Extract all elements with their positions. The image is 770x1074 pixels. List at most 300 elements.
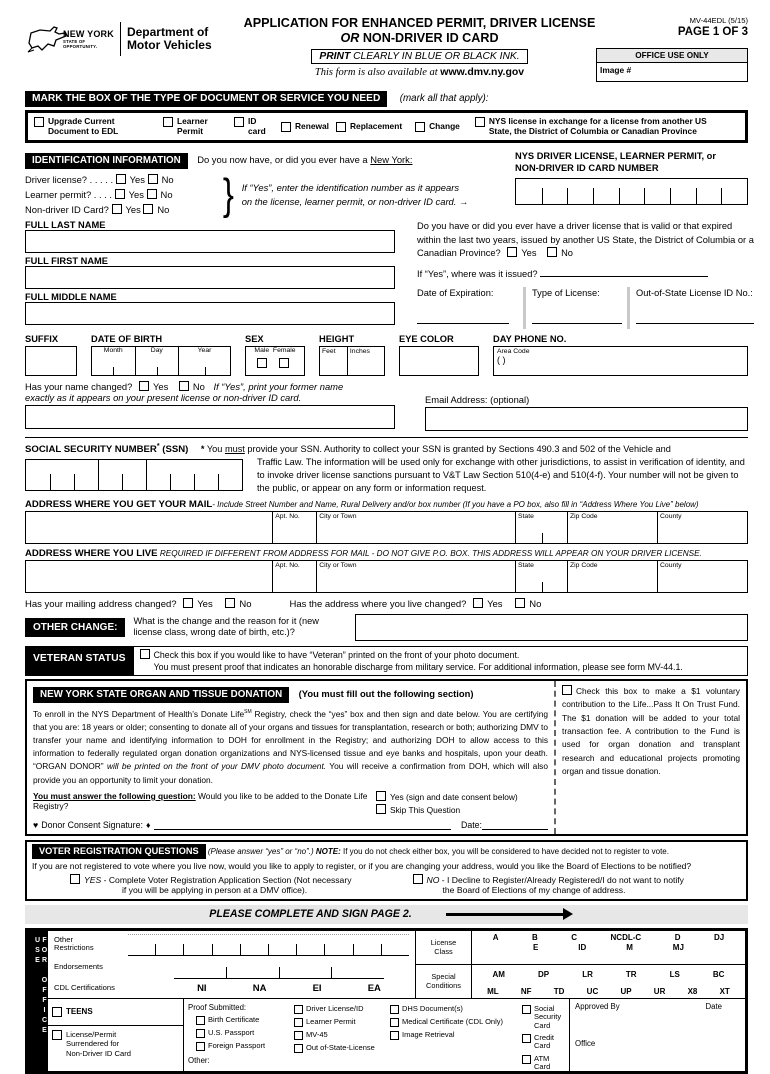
class-b[interactable]: B	[532, 932, 538, 942]
feet-cell[interactable]: Feet	[320, 347, 348, 375]
tick	[227, 967, 280, 978]
service-option	[415, 122, 460, 132]
oos-detail-row	[417, 287, 754, 328]
mail-zip-cell[interactable]	[567, 512, 657, 543]
service-bar: MARK THE BOX OF THE TYPE OF DOCUMENT OR SERVICE YOU NEED	[25, 91, 387, 107]
checkbox-lp-no[interactable]	[147, 189, 157, 199]
cond-xt[interactable]: XT	[719, 986, 730, 996]
proof-col1	[188, 1001, 294, 1072]
service-option-label: Renewal	[295, 120, 329, 131]
cond-td[interactable]: TD	[553, 986, 565, 996]
nondriver-id-question	[25, 202, 221, 217]
id-intro	[197, 154, 412, 165]
class-a[interactable]: A	[492, 932, 499, 942]
dob-month-cell[interactable]	[92, 347, 136, 375]
office-top-left	[48, 931, 415, 998]
comb-cell	[74, 460, 98, 490]
tick	[174, 967, 227, 978]
organ-question-rest: Would you like to be added to the Donate Life Registry?	[33, 790, 368, 811]
checkbox-image-retrieval[interactable]	[390, 1031, 399, 1040]
checkbox-mailing-changed-yes[interactable]	[183, 598, 193, 608]
apt-label: Apt. No.	[275, 561, 300, 569]
oos-idno-blank[interactable]	[636, 313, 754, 324]
mail-address-title: ADDRESS WHERE YOU GET YOUR MAIL	[25, 498, 213, 510]
tick	[156, 944, 184, 955]
apt-label: Apt. No.	[275, 512, 300, 520]
tick	[184, 944, 212, 955]
image-number-field[interactable]: Image #	[600, 65, 632, 75]
proof-submitted-label: Proof Submitted:	[188, 1002, 247, 1012]
checkbox-dl-no[interactable]	[148, 174, 158, 184]
oos-type-label: Type of License:	[532, 288, 600, 299]
id-intro-newyork: New York:	[370, 154, 413, 165]
approval-top	[575, 1002, 740, 1011]
proof-label: Social Security Card	[534, 1003, 562, 1030]
class-mj[interactable]: MJ	[672, 942, 684, 952]
sex-label: SEX	[245, 333, 264, 344]
suffix-block	[25, 334, 77, 376]
height-label: HEIGHT	[319, 333, 355, 344]
mail-city-cell[interactable]	[316, 512, 515, 543]
oos-expiration	[417, 287, 523, 328]
class-ncdl-c[interactable]: NCDL-C	[610, 932, 642, 942]
full-first-name-label: FULL FIRST NAME	[25, 256, 108, 266]
id-title-line1: NYS DRIVER LICENSE, LEARNER PERMIT, or	[515, 151, 716, 161]
logo-tagline-text: STATE OF OPPORTUNITY.	[63, 39, 98, 49]
proof-other-label[interactable]: Other:	[188, 1055, 210, 1065]
comb-cell	[146, 460, 170, 490]
cond-am[interactable]: AM	[492, 969, 505, 979]
office-field[interactable]: Office	[575, 1038, 596, 1048]
female-label: Female	[272, 346, 296, 354]
cdl-letters	[174, 983, 404, 994]
inches-cell[interactable]: Inches	[349, 347, 370, 355]
sc-row2	[476, 987, 741, 996]
email-input[interactable]	[425, 407, 748, 431]
special-conditions-row	[416, 965, 745, 998]
checkbox-upgrade-edl[interactable]	[34, 117, 44, 127]
cdl-ea[interactable]: EA	[367, 982, 381, 994]
approved-by-field[interactable]: Approved By	[575, 1001, 620, 1011]
checkbox-dhs-documents[interactable]	[390, 1005, 399, 1014]
logo-wordmark	[63, 29, 114, 49]
suffix-input[interactable]	[25, 346, 77, 376]
id-intro-text: Do you now have, or did you ever have a	[197, 154, 371, 165]
sign-page2-band	[25, 905, 748, 924]
checkbox-replacement[interactable]	[336, 122, 346, 132]
license-class-letters	[472, 931, 745, 964]
tick	[332, 967, 384, 978]
oos-exp-blank[interactable]	[417, 313, 509, 324]
full-middle-name-label: FULL MIDDLE NAME	[25, 292, 117, 302]
oos-question: Do you have or did you ever have a driver license that is valid or that expired within the last two years, issued by another US State, the District of Columbia or a Canadian Province?	[417, 221, 754, 259]
class-e[interactable]: E	[533, 942, 539, 952]
checkbox-veteran[interactable]	[140, 649, 150, 659]
office-bottom	[48, 998, 745, 1074]
checkbox-medical-certificate[interactable]	[390, 1018, 399, 1027]
phone-input[interactable]	[493, 346, 748, 376]
organ-question-row	[33, 791, 548, 815]
ssn-note-line1: * You must provide your SSN. Authority to collect your SSN is granted by Sections 490.3 and 502 of the Vehicle and	[200, 443, 671, 454]
service-option	[281, 122, 329, 132]
oos-where-blank[interactable]	[540, 266, 708, 277]
live-state-cell[interactable]	[515, 561, 567, 592]
proof-area	[184, 999, 569, 1074]
comb-cell	[721, 179, 747, 204]
donate-yes-label: Yes (sign and date consent below)	[390, 791, 518, 802]
proof-label: Credit Card	[534, 1032, 555, 1051]
organ-date-label: Date:	[460, 819, 482, 830]
height-block	[319, 334, 385, 376]
full-first-name-input[interactable]	[25, 266, 395, 289]
address-changed-row	[25, 598, 748, 610]
cond-dp[interactable]: DP	[538, 969, 550, 979]
cond-ml[interactable]: ML	[487, 986, 499, 996]
checkbox-teens[interactable]	[52, 1007, 62, 1017]
tick	[113, 367, 114, 375]
checkbox-dl-yes[interactable]	[116, 174, 126, 184]
class-d[interactable]: D	[674, 932, 681, 942]
dob-comb[interactable]	[91, 346, 231, 376]
pen-icon: ♦	[145, 819, 151, 830]
cond-uc[interactable]: UC	[586, 986, 599, 996]
trust-fund-text: Check this box to make a $1 voluntary contribution to the Life...Pass It On Trust Fund. The $1 donation will be added to your total transaction fee. A contribution to the Fund is used for organ donation and transplant research and educational projects promoting organ and tissue donation.	[562, 685, 740, 777]
endorsements-label: Endorsements	[54, 961, 103, 971]
former-name-input[interactable]	[25, 405, 395, 429]
organ-bar: NEW YORK STATE ORGAN AND TISSUE DONATION	[33, 687, 289, 703]
comb-cell	[26, 460, 50, 490]
yes-label: Yes	[129, 174, 145, 185]
cond-lr[interactable]: LR	[582, 969, 593, 979]
checkbox-female[interactable]	[279, 358, 289, 368]
checkbox-foreign-passport[interactable]	[196, 1042, 205, 1051]
service-option	[475, 117, 721, 136]
eye-color-input[interactable]	[399, 346, 479, 376]
identification-section	[25, 150, 748, 217]
live-apt-cell[interactable]	[272, 561, 316, 592]
yes-label: Yes	[197, 598, 213, 610]
surrendered-label: License/Permit Surrendered for Non-Driver ID Card	[66, 1029, 131, 1058]
live-address-subtitle: REQUIRED IF DIFFERENT FROM ADDRESS FOR MAIL - DO NOT GIVE P.O. BOX. THIS ADDRESS WILL APPEAR ON YOUR DRIVER LICENSE.	[159, 548, 702, 558]
yes-label: Yes	[487, 598, 503, 610]
form-title-line2	[243, 31, 596, 46]
name-change-label: Has your name changed?	[25, 380, 133, 392]
eye-color-block	[399, 334, 479, 376]
dob-year-cell[interactable]	[179, 347, 230, 375]
q-label: Non-driver ID Card?	[25, 204, 109, 215]
veteran-bar: VETERAN STATUS	[25, 646, 134, 676]
print-instruction-box	[311, 49, 527, 64]
dept-line2: Motor Vehicles	[126, 38, 212, 52]
organ-signature-row	[33, 819, 548, 830]
mailing-changed-question	[25, 598, 252, 610]
year-label: Year	[197, 346, 212, 354]
checkbox-voter-no[interactable]	[413, 874, 423, 884]
id-note-line2: on the license, learner permit, or non-driver ID card.	[241, 195, 457, 207]
other-restrictions-label: Other Restrictions	[54, 934, 94, 953]
q-label: Driver license? . . . . .	[25, 174, 114, 185]
proof-item	[294, 1018, 390, 1027]
proof-item	[522, 1055, 565, 1072]
email-block	[425, 381, 748, 431]
cond-nf[interactable]: NF	[520, 986, 532, 996]
email-label: Email Address: (optional)	[425, 393, 530, 405]
checkbox-surrendered[interactable]	[52, 1030, 62, 1040]
voter-no-text2: the Board of Elections of my change of address.	[442, 884, 626, 895]
dob-day-cell[interactable]	[136, 347, 180, 375]
office-use-only-label: OFFICE USE ONLY	[597, 49, 747, 63]
approval-area	[569, 999, 745, 1074]
full-last-name-label: FULL LAST NAME	[25, 220, 106, 230]
class-c[interactable]: C	[571, 932, 578, 942]
proof-item	[196, 1016, 294, 1025]
checkbox-male[interactable]	[257, 358, 267, 368]
service-bar-note: (mark all that apply):	[399, 93, 489, 104]
cdl-ei[interactable]: EI	[312, 982, 322, 994]
donate-skip-label: Skip This Question	[390, 804, 461, 815]
office-use-section	[25, 928, 748, 1074]
ssn-heading-line	[25, 440, 748, 456]
no-label: No	[161, 174, 174, 185]
cond-ur[interactable]: UR	[653, 986, 666, 996]
full-last-name-input[interactable]	[25, 230, 395, 253]
long-arrow-right-icon	[446, 913, 564, 916]
checkbox-nd-no[interactable]	[143, 204, 153, 214]
lc-row2	[513, 943, 704, 952]
mail-address-subtitle: - Include Street Number and Name, Rural Delivery and/or box number (If you have a PO box, also fill in “Address Where You Live” below)	[212, 499, 699, 509]
living-changed-question	[290, 598, 542, 610]
nydmv-logo	[25, 16, 243, 56]
cond-x8[interactable]: X8	[687, 986, 698, 996]
form-title-line1: APPLICATION FOR ENHANCED PERMIT, DRIVER LICENSE	[243, 16, 596, 30]
form-title-block	[243, 16, 596, 78]
live-street-input[interactable]	[26, 561, 272, 592]
cdl-ni[interactable]: NI	[197, 982, 207, 994]
voter-options-row	[32, 874, 741, 895]
comb-cell	[619, 179, 645, 204]
checkbox-learner-permit[interactable]	[163, 117, 173, 127]
cond-bc[interactable]: BC	[712, 969, 725, 979]
cond-ls[interactable]: LS	[669, 969, 680, 979]
checkbox-voter-yes[interactable]	[70, 874, 80, 884]
checkbox-name-changed-no[interactable]	[179, 381, 189, 391]
mail-apt-cell[interactable]	[272, 512, 316, 543]
form-number: MV-44EDL (5/15)	[689, 16, 748, 25]
q-label: Learner permit? . . . .	[25, 189, 113, 200]
county-label: County	[660, 561, 682, 569]
comb-cell	[644, 179, 670, 204]
no-label: No	[239, 598, 252, 610]
checkbox-living-changed-yes[interactable]	[473, 598, 483, 608]
name-fields	[25, 220, 417, 329]
office-main	[48, 931, 745, 1071]
title-rest: NON-DRIVER ID CARD	[359, 31, 499, 45]
proof-item	[522, 1005, 565, 1030]
brace-glyph: }	[222, 169, 234, 219]
state-label: State	[518, 561, 534, 569]
service-option-label: NYS license in exchange for a license from another US State, the District of Columbia or Canadian Province	[488, 116, 707, 136]
veteran-text-box	[134, 646, 748, 676]
proof-col3	[390, 1001, 522, 1072]
license-class-row	[416, 931, 745, 965]
id-title-line2: NON-DRIVER ID CARD NUMBER	[515, 163, 659, 173]
organ-skip-option	[376, 804, 548, 815]
organ-answer-options	[376, 791, 548, 815]
voter-note-italic: (Please answer “yes” or “no”.)	[207, 846, 316, 856]
voter-yes-word: YES	[84, 874, 102, 885]
male-label: Male	[254, 346, 270, 354]
header-right	[596, 16, 748, 82]
checkbox-renewal[interactable]	[281, 122, 291, 132]
proof-label: Birth Certificate	[208, 1014, 260, 1024]
title-or: OR	[340, 31, 360, 45]
id-note-line1: If “Yes”, enter the identification number as it appears	[241, 181, 460, 193]
tick	[354, 944, 382, 955]
names-and-oos-row	[25, 220, 754, 329]
checkbox-trust-fund[interactable]	[562, 685, 572, 695]
checkbox-atm-card[interactable]	[522, 1055, 531, 1064]
former-name-note1: If “Yes”, print your former name	[213, 380, 344, 392]
mail-county-cell[interactable]	[657, 512, 747, 543]
other-change-desc	[133, 616, 355, 639]
out-of-state-block	[417, 220, 754, 329]
checkbox-nd-yes[interactable]	[112, 204, 122, 214]
id-number-comb[interactable]	[515, 178, 748, 205]
organ-paragraph: To enroll in the NYS Department of Health’s Donate Life℠ Registry, check the “yes” box and then sign and date below. You are certifying that you are: 18 years or older; consenting to donate all of your organs and tissues for transplantation, research or both; authorizing DMV to transfer your name and identifying information to DOH for enrollment in the Registry; and authorizing DOH to allow access to this information to federally regulated organ donation organizations and NYS-licensed tissue and eye banks and hospitals, upon your death. “ORGAN DONOR” will be printed on the front of your DMV photo document. You will receive a confirmation from DOH, which will also provide you an opportunity to limit your donation.	[33, 708, 548, 785]
sex-col-labels	[246, 347, 304, 354]
department-name	[127, 26, 212, 52]
checkbox-living-changed-no[interactable]	[515, 598, 525, 608]
logo-newyork-text: NEW YORK	[63, 29, 114, 39]
checkbox-lp-yes[interactable]	[115, 189, 125, 199]
month-label: Month	[103, 346, 123, 354]
id-questions	[25, 172, 221, 217]
checkbox-nys-exchange[interactable]	[475, 117, 485, 127]
cdl-na[interactable]: NA	[252, 982, 267, 994]
checkbox-out-of-state-license[interactable]	[294, 1044, 303, 1053]
mail-state-cell[interactable]	[515, 512, 567, 543]
tick	[205, 367, 206, 375]
oos-type-blank[interactable]	[532, 313, 622, 324]
checkbox-donate-skip[interactable]	[376, 804, 386, 814]
donor-signature-blank[interactable]	[154, 819, 451, 830]
office-top	[48, 931, 745, 998]
sm-superscript: SM	[244, 708, 252, 715]
checkbox-birth-certificate[interactable]	[196, 1016, 205, 1025]
mail-street-input[interactable]	[26, 512, 272, 543]
class-id[interactable]: ID	[578, 942, 587, 952]
proof-label: Learner Permit	[306, 1016, 356, 1026]
organ-date-blank[interactable]	[482, 819, 548, 830]
proof-item	[294, 1031, 390, 1040]
voter-note-rest: If you do not check either box, you will be considered to have decided not to register to vote.	[340, 846, 669, 856]
service-options-box	[25, 110, 748, 143]
special-conditions-letters	[472, 965, 745, 998]
ssn-note-rest: Traffic Law. The information will be used only for exchange with other jurisdictions, to assist in verification of identity, and to invoke driver license sanctions pursuant to V&T Law Section 510(4-e) and 510(4-f). Your number will not be given to the public, or appear on any form or information request.	[257, 456, 745, 493]
no-label: No	[157, 204, 170, 215]
height-box[interactable]	[319, 346, 385, 376]
tick	[297, 944, 325, 955]
checkbox-donate-yes[interactable]	[376, 791, 386, 801]
ssn-comb[interactable]	[25, 459, 243, 491]
office-top-right	[415, 931, 745, 998]
personal-detail-row	[25, 334, 748, 376]
checkbox-driver-license-id[interactable]	[294, 1005, 303, 1014]
county-label: County	[660, 512, 682, 520]
tick	[213, 944, 241, 955]
class-dj[interactable]: DJ	[713, 932, 725, 942]
checkbox-id-card[interactable]	[234, 117, 244, 127]
checkbox-social-security-card[interactable]	[522, 1005, 531, 1014]
checkbox-mv45[interactable]	[294, 1031, 303, 1040]
checkbox-oos-yes[interactable]	[507, 247, 517, 257]
proof-label: Medical Certificate (CDL Only)	[402, 1016, 503, 1026]
service-section	[25, 88, 748, 143]
veteran-line1-text: Check this box if you would like to have “Veteran” printed on the front of your photo document.	[153, 649, 520, 660]
class-m[interactable]: M	[626, 942, 633, 952]
checkbox-mailing-changed-no[interactable]	[225, 598, 235, 608]
full-middle-name-input[interactable]	[25, 302, 395, 325]
page-indicator: PAGE 1 OF 3	[677, 26, 748, 38]
voter-note-bold: NOTE:	[315, 846, 341, 856]
checkbox-name-changed-yes[interactable]	[139, 381, 149, 391]
restrictions-comb[interactable]	[128, 934, 409, 956]
tick	[382, 944, 409, 955]
live-zip-cell[interactable]	[567, 561, 657, 592]
approval-date-field[interactable]: Date	[705, 1001, 722, 1011]
checkbox-change[interactable]	[415, 122, 425, 132]
voter-no-option	[399, 874, 742, 895]
proof-label: MV-45	[306, 1029, 328, 1039]
organ-bar-note: (You must fill out the following section)	[298, 687, 474, 699]
tick	[269, 944, 297, 955]
checkbox-credit-card[interactable]	[522, 1034, 531, 1043]
live-address-title: ADDRESS WHERE YOU LIVE	[25, 547, 158, 559]
comb-cell	[122, 460, 146, 490]
proof-label: ATM Card	[534, 1053, 551, 1072]
other-change-desc1: What is the change and the reason for it (new	[133, 615, 319, 626]
live-county-cell[interactable]	[657, 561, 747, 592]
cond-up[interactable]: UP	[620, 986, 632, 996]
other-change-input[interactable]	[355, 614, 748, 641]
identification-bar: IDENTIFICATION INFORMATION	[25, 153, 188, 169]
state-label: State	[518, 512, 534, 520]
id-heading-row	[25, 150, 503, 169]
cond-tr[interactable]: TR	[625, 969, 637, 979]
trust-fund-column	[554, 681, 746, 834]
comb-cell	[542, 179, 568, 204]
voter-section	[25, 840, 748, 901]
sex-block	[245, 334, 305, 376]
other-change-bar: OTHER CHANGE:	[25, 618, 125, 637]
phone-block	[493, 334, 748, 376]
tick	[128, 944, 156, 955]
heart-icon: ♥	[33, 819, 39, 830]
veteran-line2-text: You must present proof that indicates an honorable discharge from military service. For additional information, please see form MV-44.1.	[153, 661, 683, 672]
live-city-cell[interactable]	[316, 561, 515, 592]
voter-yes-text2: if you will be applying in person at a DMV office).	[122, 884, 308, 895]
tick	[280, 967, 333, 978]
comb-cell	[696, 179, 722, 204]
suffix-label: SUFFIX	[25, 333, 59, 344]
yes-label: Yes	[125, 204, 141, 215]
checkbox-us-passport[interactable]	[196, 1029, 205, 1038]
checkbox-oos-no[interactable]	[547, 247, 557, 257]
endorsements-comb[interactable]	[174, 961, 384, 979]
avail-text: This form is also available at	[314, 67, 441, 78]
checkbox-learner-permit-proof[interactable]	[294, 1018, 303, 1027]
voter-yes-text: - Complete Voter Registration Application Section (Not necessary	[101, 874, 352, 885]
